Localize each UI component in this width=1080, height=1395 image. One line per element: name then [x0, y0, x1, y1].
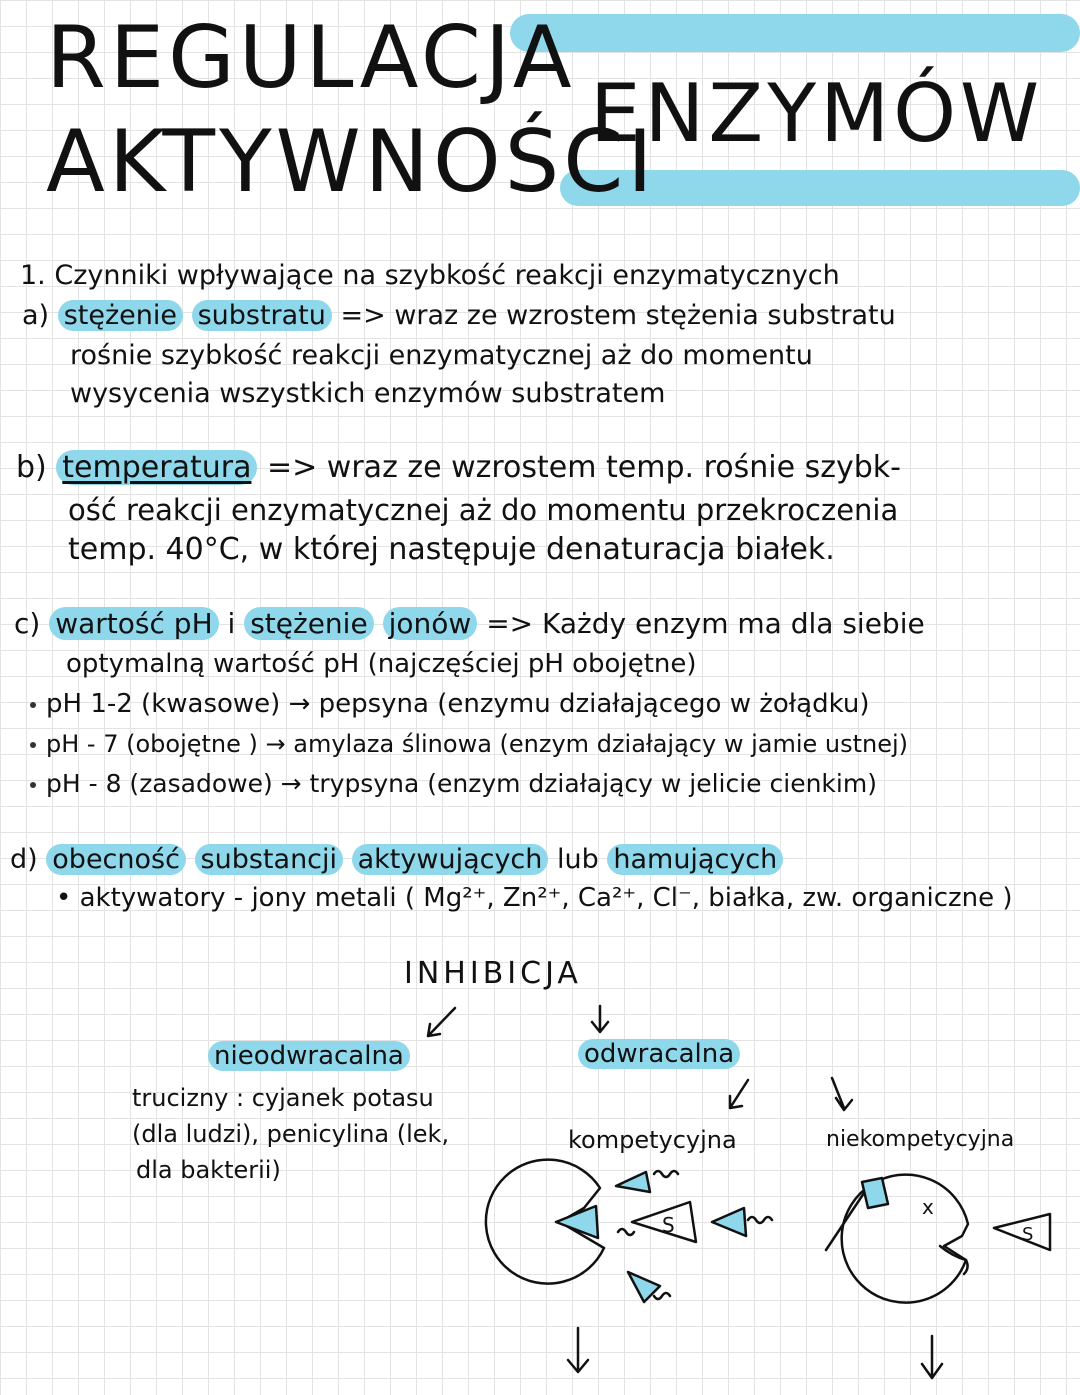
- arrow-down-noncompetitive: [922, 1336, 942, 1378]
- poisons-line-2: (dla ludzi), penicylina (lek,: [132, 1120, 450, 1148]
- section-c-term-2: stężenie: [244, 607, 373, 640]
- section-a-line-2: rośnie szybkość reakcji enzymatycznej aż do momentu: [70, 340, 813, 371]
- poisons-line-3: dla bakterii): [136, 1156, 281, 1184]
- inhibition-title: INHIBICJA: [404, 956, 582, 991]
- title-line-1: REGULACJA: [46, 8, 576, 108]
- noncompetitive-label: niekompetycyjna: [826, 1127, 1015, 1152]
- section-c-line-1-rest: => Każdy enzym ma dla siebie: [486, 607, 925, 640]
- section-b-term: temperatura: [56, 450, 257, 485]
- active-site-blocked-mark: x: [922, 1195, 934, 1219]
- section-b-label: b): [16, 450, 47, 485]
- section-c-label: c): [14, 607, 41, 640]
- section-d-term-2: substancji: [195, 844, 343, 875]
- section-b-line-2: ość reakcji enzymatycznej aż do momentu przekroczenia: [68, 493, 899, 527]
- section-a-line-3: wysycenia wszystkich enzymów substratem: [70, 378, 666, 409]
- reversible-text: odwracalna: [578, 1039, 740, 1069]
- section-c-bullet-1-text: pH 1-2 (kwasowe) → pepsyna (enzymu działającego w żołądku): [46, 689, 870, 719]
- arrow-down-competitive: [568, 1328, 588, 1372]
- section-c-conj: i: [227, 607, 236, 640]
- poisons-line-1: trucizny : cyjanek potasu: [132, 1084, 434, 1112]
- section-a-term-2: substratu: [192, 300, 332, 331]
- section-c-term-3: jonów: [383, 607, 478, 640]
- arrow-to-reversible: [592, 1006, 608, 1032]
- title-line-3: ENZYMÓW: [590, 67, 1044, 160]
- section-a-label: a): [22, 300, 50, 331]
- competitive-label: kompetycyjna: [568, 1126, 737, 1154]
- arrow-to-noncompetitive: [832, 1078, 852, 1110]
- section-a-line-1-rest: => wraz ze wzrostem stężenia substratu: [340, 300, 896, 331]
- inhibitor-stick: [826, 1190, 866, 1250]
- irreversible-text: nieodwracalna: [208, 1041, 410, 1071]
- free-inhibitor-1: [616, 1172, 650, 1192]
- noncompetitive-enzyme: [842, 1175, 968, 1303]
- squiggle: [618, 1229, 634, 1235]
- title-line-2: AKTYWNOŚCI: [46, 112, 657, 212]
- noncompetitive-substrate-label: S: [1022, 1224, 1034, 1245]
- squiggle: [654, 1293, 670, 1299]
- section-b-line-1-rest: => wraz ze wzrostem temp. rośnie szybk-: [267, 450, 901, 485]
- section-c-term-1: wartość pH: [49, 607, 218, 640]
- competitive-substrate-label: S: [662, 1213, 675, 1237]
- enzyme-tongue: [940, 1246, 968, 1274]
- squiggle: [748, 1217, 772, 1223]
- free-inhibitor-2: [712, 1208, 746, 1236]
- intro-heading: 1. Czynniki wpływające na szybkość reakcji enzymatycznych: [20, 260, 840, 291]
- section-d-conj: lub: [557, 844, 599, 875]
- section-d-term-3: aktywujących: [352, 844, 549, 875]
- squiggle: [654, 1171, 678, 1177]
- section-d-term-4: hamujących: [607, 844, 783, 875]
- arrow-to-competitive: [730, 1080, 748, 1108]
- section-d-line-2: • aktywatory - jony metali ( Mg²⁺, Zn²⁺, Ca²⁺, Cl⁻, białka, zw. organiczne ): [56, 883, 1013, 913]
- section-c-bullet-2-text: pH - 7 (obojętne ) → amylaza ślinowa (enzym działający w jamie ustnej): [46, 730, 909, 758]
- arrow-to-irreversible: [428, 1008, 455, 1036]
- section-c-bullet-3-text: pH - 8 (zasadowe) → trypsyna (enzym działający w jelicie cienkim): [46, 769, 877, 798]
- section-b-line-3: temp. 40°C, w której następuje denaturacja białek.: [68, 532, 835, 567]
- section-d-term-1: obecność: [46, 844, 186, 875]
- section-a-term-1: stężenie: [58, 300, 183, 331]
- section-d-label: d): [10, 844, 38, 875]
- section-c-line-2: optymalną wartość pH (najczęściej pH obojętne): [66, 649, 697, 679]
- allosteric-inhibitor: [862, 1178, 888, 1208]
